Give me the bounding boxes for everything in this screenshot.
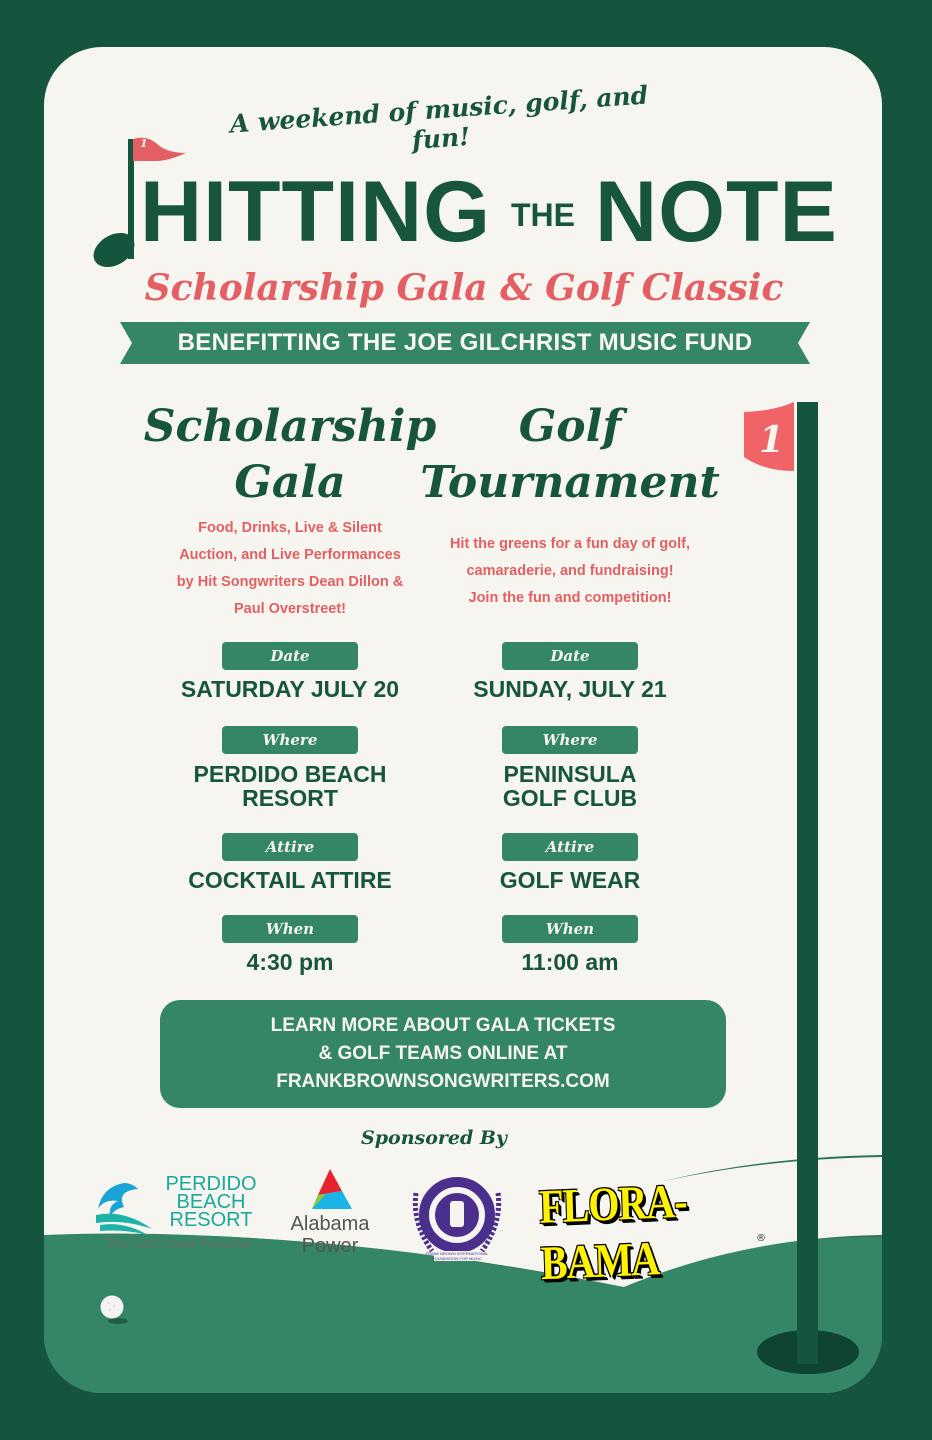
frank-brown-foundation-logo bbox=[410, 1173, 504, 1267]
golf-when-label: When bbox=[502, 915, 638, 943]
small-flag-number: 1 bbox=[140, 137, 148, 150]
perdido-tagline: The Gulf Coast Paradise bbox=[106, 1237, 253, 1251]
flora-bama-logo bbox=[538, 1173, 770, 1290]
golf-ball-icon bbox=[96, 1291, 136, 1327]
gala-date-value: SATURDAY JULY 20 bbox=[180, 676, 400, 702]
gala-desc-line: Paul Overstreet! bbox=[233, 601, 347, 617]
perdido-line1: PERDIDO bbox=[165, 1173, 257, 1195]
golf-title-line2: Tournament bbox=[420, 457, 720, 508]
golf-desc-line: Hit the greens for a fun day of golf, bbox=[449, 536, 691, 552]
registered-mark: ® bbox=[756, 1233, 766, 1244]
golf-where-value-line1: PENINSULA bbox=[503, 761, 637, 787]
gala-attire-label: Attire bbox=[222, 833, 358, 861]
gala-when-value: 4:30 pm bbox=[246, 949, 334, 975]
golf-date-value: SUNDAY, JULY 21 bbox=[473, 676, 667, 702]
golf-desc-line: Join the fun and competition! bbox=[468, 590, 672, 606]
perdido-line2: BEACH bbox=[176, 1191, 246, 1213]
gala-title-line1: Scholarship bbox=[143, 401, 437, 452]
gala-date-label: Date bbox=[222, 642, 358, 670]
alabama-power-line2: Power bbox=[301, 1235, 359, 1257]
tagline: A weekend of music, golf, and fun! bbox=[228, 80, 650, 155]
gala-when-label: When bbox=[222, 915, 358, 943]
alabama-power-logo bbox=[280, 1169, 380, 1261]
alabama-power-line1: Alabama bbox=[290, 1213, 370, 1235]
gala-where-label: Where bbox=[222, 726, 358, 754]
gala-attire-value: COCKTAIL ATTIRE bbox=[188, 867, 392, 893]
perdido-line3: RESORT bbox=[169, 1209, 253, 1231]
golf-description bbox=[430, 531, 710, 612]
golf-attire-value: GOLF WEAR bbox=[499, 867, 641, 893]
gala-where-value-line2: RESORT bbox=[242, 785, 338, 811]
banner-text: BENEFITTING THE JOE GILCHRIST MUSIC FUND bbox=[177, 329, 753, 356]
flora-bama-wordmark: FLORA-BAMA bbox=[538, 1173, 688, 1290]
golf-attire-label: Attire bbox=[502, 833, 638, 861]
frank-brown-text-1: FRANK BROWN INTERNATIONAL bbox=[425, 1251, 489, 1256]
golf-where-value-line2: GOLF CLUB bbox=[502, 785, 638, 811]
gala-description bbox=[150, 515, 430, 623]
golf-desc-line: camaraderie, and fundraising! bbox=[466, 563, 674, 579]
title-note: NOTE bbox=[594, 164, 838, 260]
cta-line: & GOLF TEAMS ONLINE AT bbox=[318, 1043, 568, 1064]
frank-brown-text-2: FOUNDATION FOR MUSIC bbox=[432, 1256, 482, 1261]
cta-line: LEARN MORE ABOUT GALA TICKETS bbox=[270, 1015, 616, 1036]
event-title bbox=[140, 164, 838, 260]
learn-more-text[interactable] bbox=[160, 1012, 726, 1096]
gala-title-line2: Gala bbox=[234, 457, 346, 508]
gala-where-value-line1: PERDIDO BEACH bbox=[193, 761, 387, 787]
gala-desc-line: by Hit Songwriters Dean Dillon & bbox=[176, 574, 404, 590]
title-the: THE bbox=[510, 197, 575, 233]
golf-when-value: 11:00 am bbox=[521, 949, 619, 975]
cta-website-link[interactable]: FRANKBROWNSONGWRITERS.COM bbox=[276, 1071, 610, 1092]
poster-card bbox=[44, 47, 882, 1393]
event-subtitle: Scholarship Gala & Golf Classic bbox=[144, 267, 784, 309]
wave-icon bbox=[94, 1179, 154, 1237]
gala-desc-line: Food, Drinks, Live & Silent bbox=[198, 520, 382, 536]
gala-column bbox=[140, 399, 440, 511]
golf-title-line1: Golf bbox=[518, 401, 622, 452]
flag-pole bbox=[797, 402, 818, 1364]
alabama-power-triangle-icon bbox=[306, 1169, 354, 1211]
perdido-beach-resort-logo bbox=[94, 1175, 264, 1260]
title-hitting: HITTING bbox=[140, 164, 491, 260]
golf-date-label: Date bbox=[502, 642, 638, 670]
golf-where-label: Where bbox=[502, 726, 638, 754]
gala-desc-line: Auction, and Live Performances bbox=[179, 547, 401, 563]
big-flag-number: 1 bbox=[759, 419, 785, 461]
sponsored-by-heading: Sponsored By bbox=[361, 1127, 507, 1149]
golf-column bbox=[420, 399, 720, 511]
